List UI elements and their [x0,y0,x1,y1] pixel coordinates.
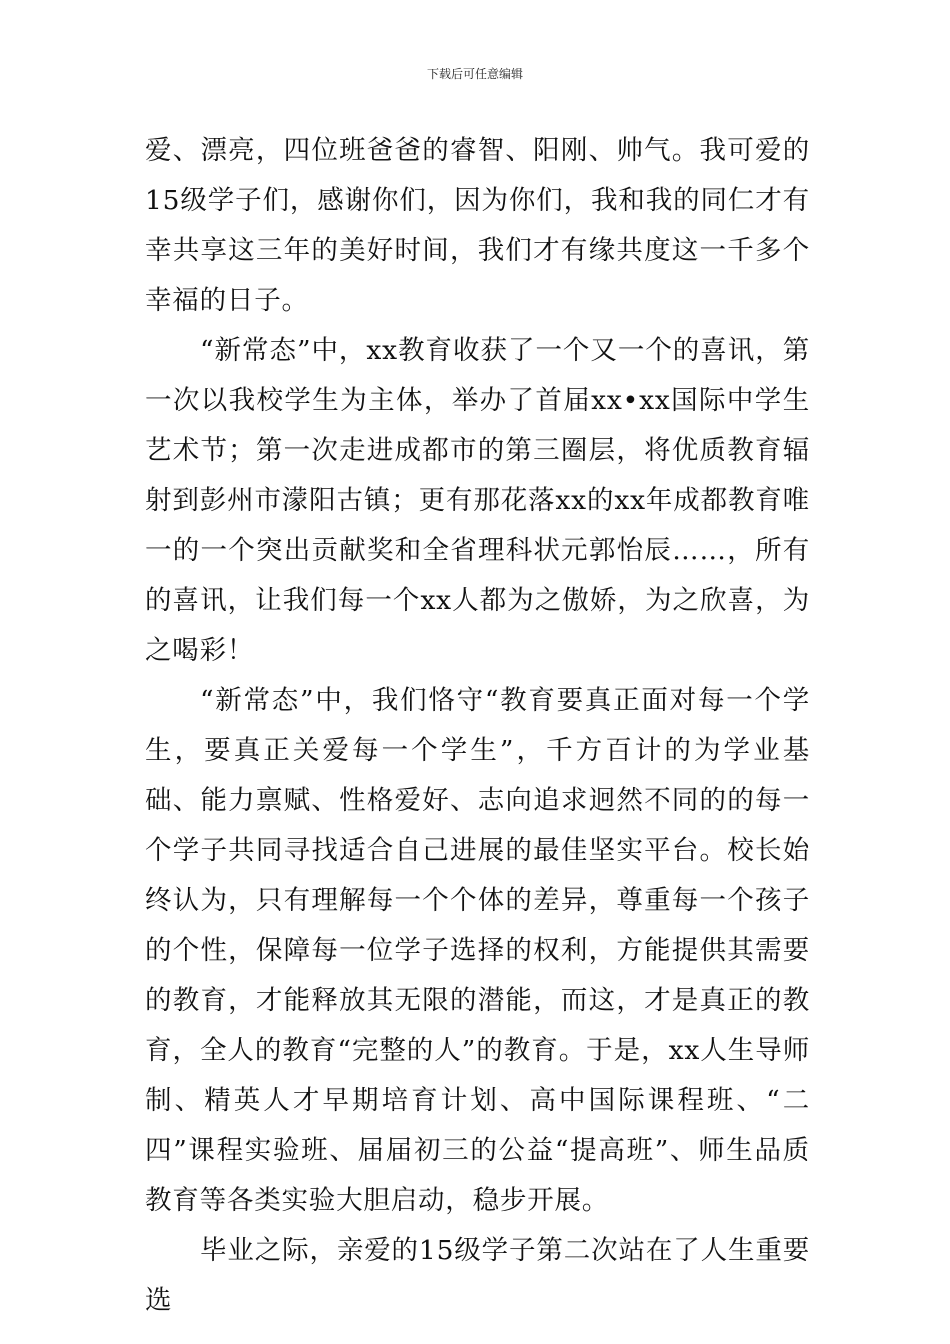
document-body [145,126,810,1326]
paragraph-4: 毕业之际，亲爱的15级学子第二次站在了人生重要选 [145,1235,810,1316]
page-header: 下载后可任意编辑 [426,67,523,81]
paragraph-3: “新常态”中，我们恪守“教育要真正面对每一个学生，要真正关爱每一个学生”，千方百计的为学业基础、能力禀赋、性格爱好、志向追求迥然不同的的每一个学子共同寻找适合自己进展的最佳坚实平台。校长始终认为，只有理解每一个个体的差异，尊重每一个孩子的个性，保障每一位学子选择的权利，方能提供其需要的教育，才能释放其无限的潜能，而这，才是真正的教育，全人的教育“完整的人”的教育。于是，xx人生导师制、精英人才早期培育计划、高中国际课程班、“二四”课程实验班、届届初三的公益“提高班”、师生品质教育等各类实验大胆启动，稳步开展。 [145,685,810,1216]
paragraph-2: “新常态”中，xx教育收获了一个又一个的喜讯，第一次以我校学生为主体，举办了首届xx•xx国际中学生艺术节；第一次走进成都市的第三圈层，将优质教育辐射到彭州市濛阳古镇；更有那花落xx的xx年成都教育唯一的一个突出贡献奖和全省理科状元郭怡辰……，所有的喜讯，让我们每一个xx人都为之傲娇，为之欣喜，为之喝彩！ [145,335,810,666]
paragraph-1: 爱、漂亮，四位班爸爸的睿智、阳刚、帅气。我可爱的15级学子们，感谢你们，因为你们，我和我的同仁才有幸共享这三年的美好时间，我们才有缘共度这一千多个幸福的日子。 [145,135,810,316]
